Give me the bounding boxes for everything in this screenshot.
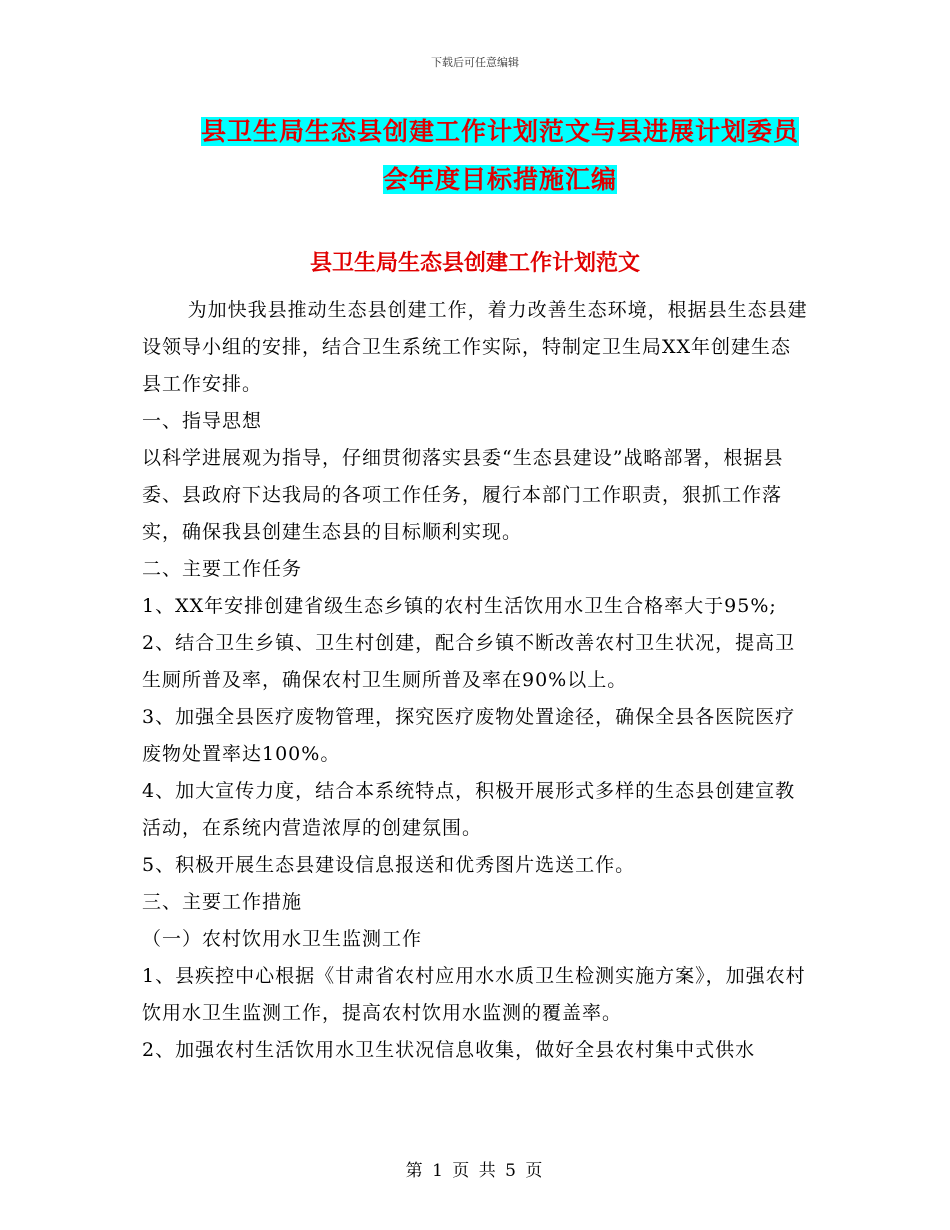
list-item: 4、加大宣传力度，结合本系统特点，积极开展形式多样的生态县创建宣教活动，在系统内营造浓厚的创建氛围。 <box>142 780 796 839</box>
header-note: 下载后可任意编辑 <box>431 56 519 69</box>
heading-guiding-thought: 一、指导思想 <box>142 410 263 432</box>
heading-main-tasks: 二、主要工作任务 <box>142 558 303 580</box>
list-item: 5、积极开展生态县建设信息报送和优秀图片选送工作。 <box>142 854 636 876</box>
list-item: 2、结合卫生乡镇、卫生村创建，配合乡镇不断改善农村卫生状况，提高卫生厕所普及率，确保农村卫生厕所普及率在90%以上。 <box>142 632 796 691</box>
document-title-line-2: 会年度目标措施汇编 <box>382 165 617 194</box>
section-title: 县卫生局生态县创建工作计划范文 <box>309 250 640 276</box>
document-title <box>140 108 860 204</box>
paragraph: 以科学进展观为指导，仔细贯彻落实县委“生态县建设”战略部署，根据县委、县政府下达我局的各项工作任务，履行本部门工作职责，狠抓工作落实，确保我县创建生态县的目标顺利实现。 <box>142 447 784 543</box>
list-item: 1、县疾控中心根据《甘肃省农村应用水水质卫生检测实施方案》，加强农村饮用水卫生监测工作，提高农村饮用水监测的覆盖率。 <box>142 965 806 1024</box>
document-body <box>142 292 810 1069</box>
subheading: （一）农村饮用水卫生监测工作 <box>142 928 423 950</box>
list-item: 2、加强农村生活饮用水卫生状况信息收集，做好全县农村集中式供水 <box>142 1039 756 1061</box>
document-title-line-1: 县卫生局生态县创建工作计划范文与县进展计划委员 <box>200 117 799 146</box>
page-footer: 第 1 页 共 5 页 <box>405 1161 545 1181</box>
list-item: 1、XX年安排创建省级生态乡镇的农村生活饮用水卫生合格率大于95%; <box>142 595 777 617</box>
intro-paragraph: 为加快我县推动生态县创建工作，着力改善生态环境，根据县生态县建设领导小组的安排，结合卫生系统工作实际，特制定卫生局XX年创建生态县工作安排。 <box>142 299 808 395</box>
list-item: 3、加强全县医疗废物管理，探究医疗废物处置途径，确保全县各医院医疗废物处置率达100%。 <box>142 706 796 765</box>
heading-main-measures: 三、主要工作措施 <box>142 891 303 913</box>
